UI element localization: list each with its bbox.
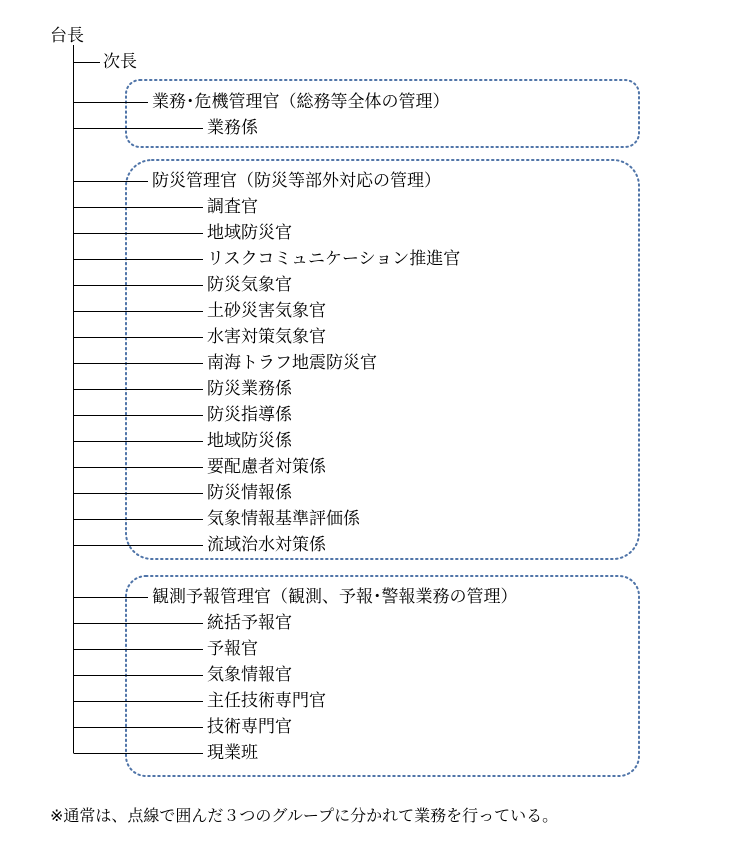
node-member: 防災業務係 — [207, 379, 292, 399]
node-member: 予報官 — [207, 639, 258, 659]
node-member: 水害対策気象官 — [207, 327, 326, 347]
group-box-general-affairs — [126, 80, 639, 147]
node-group-head: 防災管理官（防災等部外対応の管理） — [152, 171, 441, 191]
node-member: 業務係 — [207, 118, 258, 138]
node-deputy-director: 次長 — [103, 52, 137, 72]
node-member: 調査官 — [207, 197, 258, 217]
node-member: 流域治水対策係 — [207, 535, 326, 555]
node-member: リスクコミュニケーション推進官 — [207, 249, 461, 269]
node-member: 現業班 — [207, 743, 258, 763]
node-member: 防災指導係 — [207, 405, 292, 425]
node-member: 土砂災害気象官 — [207, 301, 326, 321]
node-member: 技術専門官 — [207, 717, 292, 737]
node-member: 防災気象官 — [207, 275, 292, 295]
node-member: 地域防災係 — [207, 431, 292, 451]
node-member: 要配慮者対策係 — [207, 457, 326, 477]
node-member: 気象情報基準評価係 — [207, 509, 360, 529]
node-member: 防災情報係 — [207, 483, 292, 503]
footnote: ※通常は、点線で囲んだ３つのグループに分かれて業務を行っている。 — [50, 806, 559, 825]
group-box-disaster-prevention — [126, 160, 639, 559]
node-member: 気象情報官 — [207, 665, 292, 685]
node-member: 南海トラフ地震防災官 — [207, 353, 377, 373]
node-group-head: 観測予報管理官（観測、予報･警報業務の管理） — [152, 587, 518, 607]
node-director: 台長 — [50, 26, 84, 46]
node-group-head: 業務･危機管理官（総務等全体の管理） — [152, 92, 450, 112]
node-member: 統括予報官 — [207, 613, 292, 633]
node-member: 地域防災官 — [207, 223, 292, 243]
node-member: 主任技術専門官 — [207, 691, 326, 711]
